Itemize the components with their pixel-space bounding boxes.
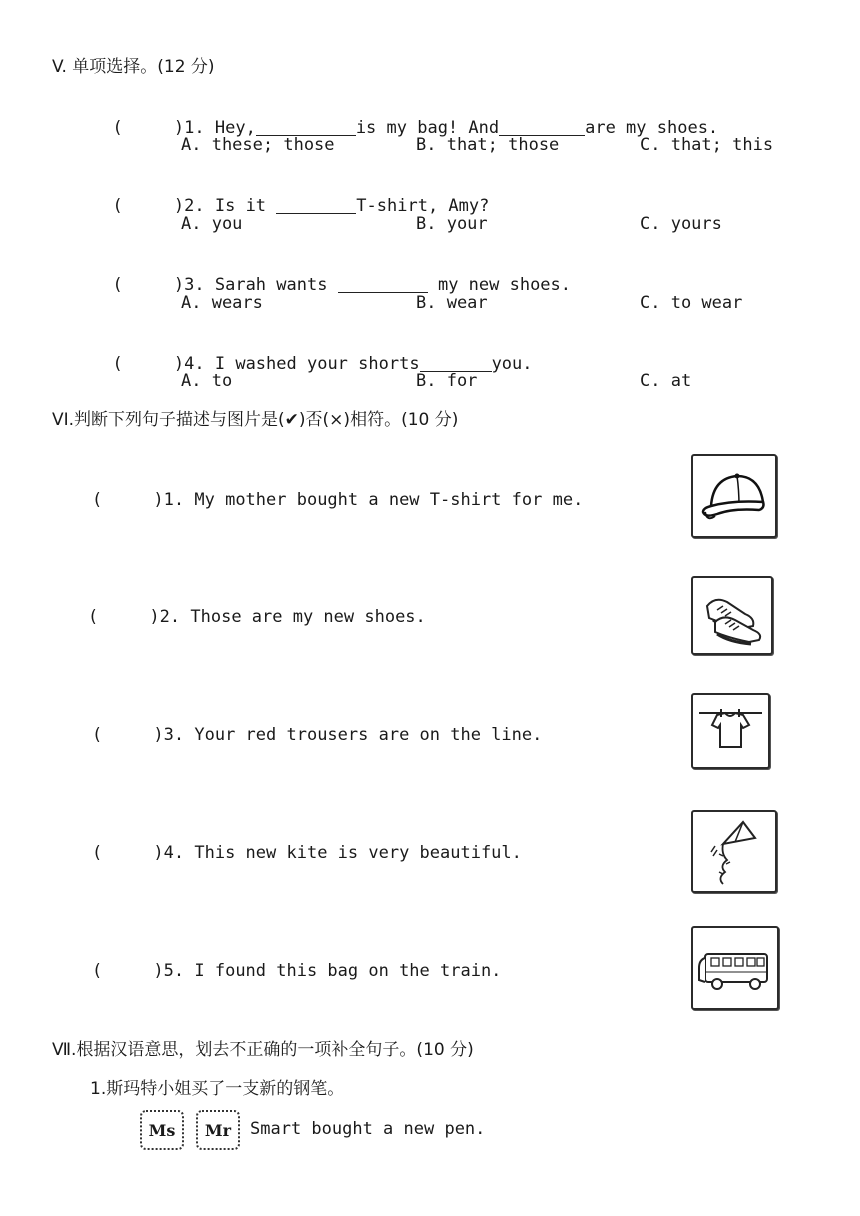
question-text: my new shoes. [437,275,572,295]
option-b: B. wear [416,293,488,313]
option-ms-badge[interactable]: Ms [140,1110,184,1150]
option-b: B. that; those [416,135,560,155]
judge-item-2 [88,606,426,628]
question-1 [92,95,718,139]
sentence: This new kite is very beautiful. [194,843,522,863]
question-text: is my bag! And [355,118,500,138]
sentence: My mother bought a new T-shirt for me. [194,490,584,510]
option-c: C. that; this [640,135,774,155]
section-6-title: VI.判断下列句子描述与图片是(✔)否(×)相符。(10 分) [52,410,459,430]
question-text: Sarah wants [214,275,328,295]
option-a: A. wears [181,293,263,313]
answer-paren[interactable]: ( )1. [92,490,185,510]
option-mr-badge[interactable]: Mr [196,1110,240,1150]
section-7-title: Ⅶ.根据汉语意思，划去不正确的一项补全句子。(10 分) [52,1040,474,1060]
sentence: Those are my new shoes. [190,607,426,627]
tshirt-on-line-icon [691,693,770,769]
option-c: C. to wear [640,293,743,313]
answer-blank[interactable] [338,276,428,293]
kite-icon [691,810,777,893]
sneakers-icon [691,576,773,655]
question-text: you. [491,354,533,374]
judge-item-5 [92,960,501,982]
question-3 [92,252,571,296]
judge-item-4 [92,842,522,864]
question-4 [92,331,533,375]
sentence: Your red trousers are on the line. [194,725,543,745]
bus-icon [691,926,779,1010]
judge-item-3 [92,724,542,746]
question-text: are my shoes. [585,118,719,138]
question-text: Hey, [214,118,256,138]
sentence: I found this bag on the train. [194,961,502,981]
answer-paren[interactable]: ( )3. [112,275,205,295]
answer-paren[interactable]: ( )1. [112,118,205,138]
answer-paren[interactable]: ( )2. [88,607,181,627]
option-a: A. you [181,214,243,234]
answer-paren[interactable]: ( )4. [92,843,185,863]
answer-blank[interactable] [276,197,356,214]
question-text: I washed your shorts [214,354,420,374]
sentence-rest: Smart bought a new pen. [250,1119,486,1139]
answer-paren[interactable]: ( )3. [92,725,185,745]
answer-paren[interactable]: ( )4. [112,354,205,374]
section-5-title: V. 单项选择。(12 分) [52,57,215,77]
cap-icon [691,454,777,538]
option-b: B. for [416,371,478,391]
question-2 [92,173,489,217]
option-c: C. at [640,371,692,391]
question-text: Is it [214,196,267,216]
option-a: A. to [181,371,233,391]
option-b: B. your [416,214,488,234]
option-a: A. these; those [181,135,335,155]
option-c: C. yours [640,214,722,234]
answer-paren[interactable]: ( )2. [112,196,205,216]
judge-item-1 [92,489,583,511]
chinese-prompt: 1.斯玛特小姐买了一支新的钢笔。 [90,1079,345,1099]
question-text: T-shirt, Amy? [356,196,490,216]
answer-paren[interactable]: ( )5. [92,961,185,981]
